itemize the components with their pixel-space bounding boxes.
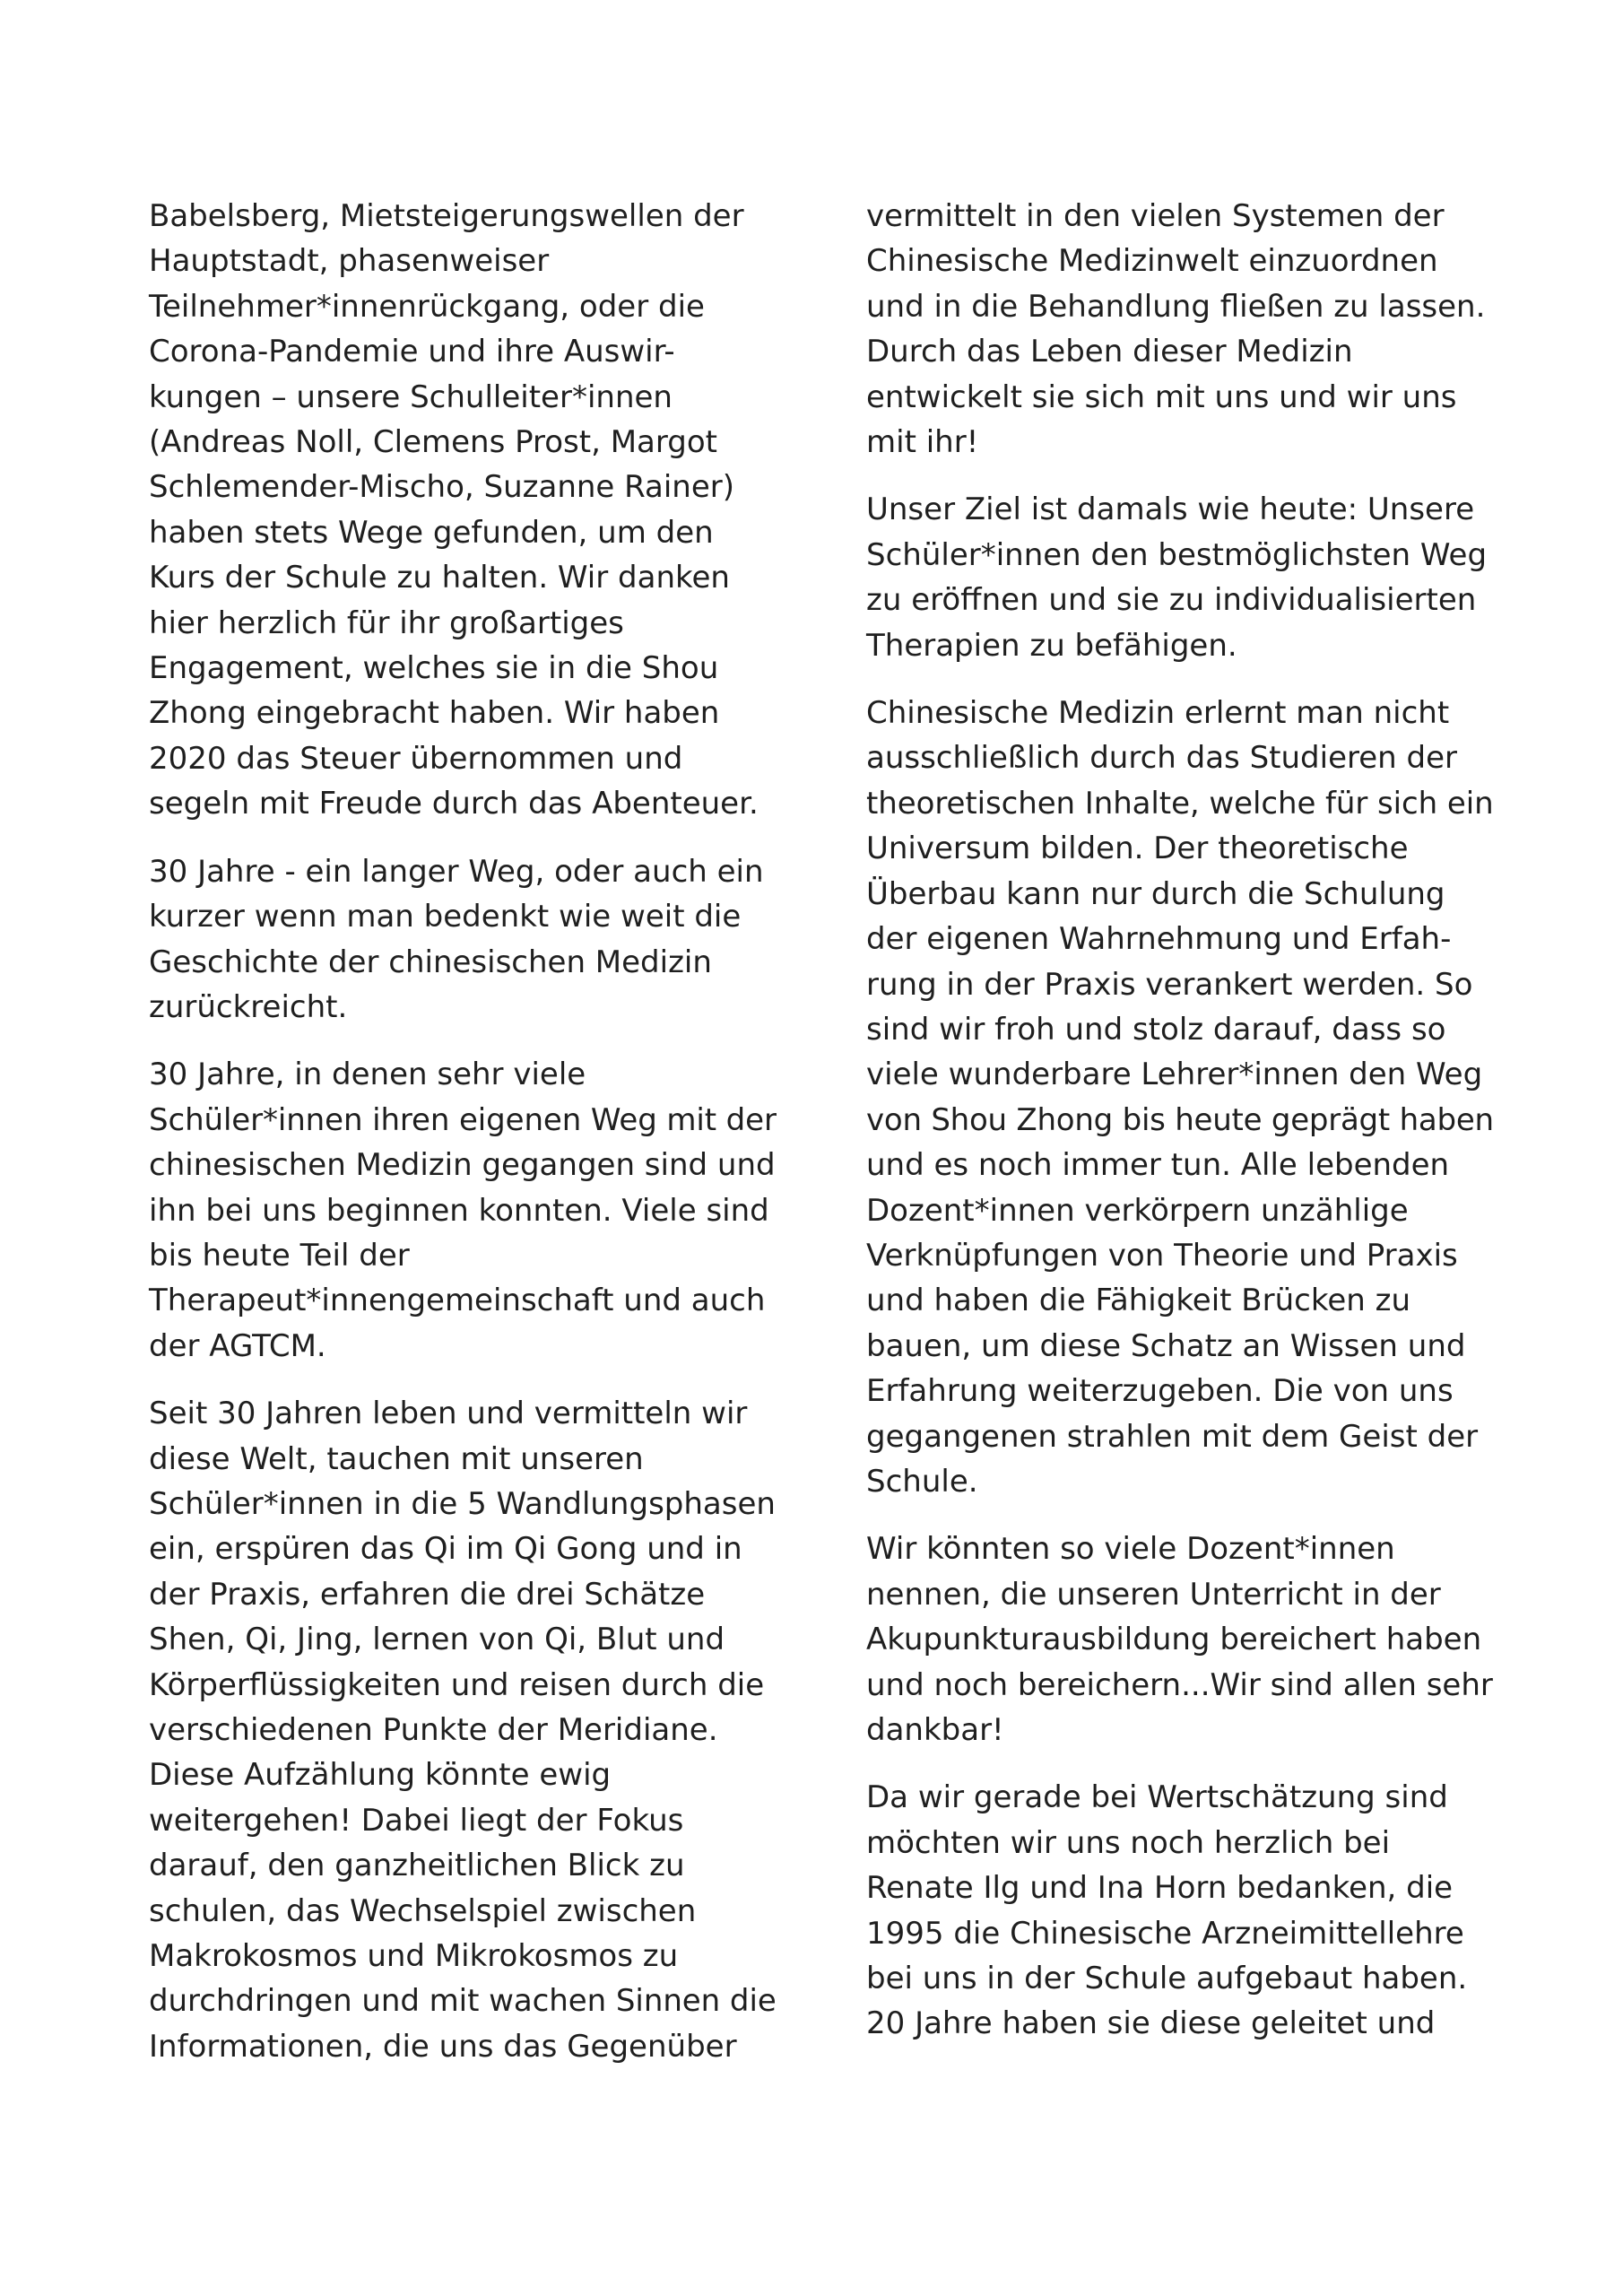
- text-line: mit ihr!: [866, 424, 979, 461]
- text-line: ein, erspüren das Qi im Qi Gong und in: [149, 1531, 742, 1568]
- text-line: dankbar!: [866, 1712, 1004, 1748]
- text-line: 30 Jahre, in denen sehr viele: [149, 1057, 586, 1093]
- text-line: Überbau kann nur durch die Schulung: [866, 875, 1445, 912]
- text-line: Geschichte der chinesischen Medizin: [149, 944, 712, 980]
- paragraph: [866, 1775, 1494, 2046]
- text-line: Kurs der Schule zu halten. Wir danken: [149, 560, 730, 596]
- text-line: Universum bilden. Der theoretische: [866, 831, 1409, 867]
- text-line: Zhong eingebracht haben. Wir haben: [149, 695, 720, 732]
- text-line: und in die Behandlung fließen zu lassen.: [866, 288, 1486, 325]
- text-line: Therapeut*innengemeinschaft und auch: [149, 1283, 766, 1319]
- paragraph: [149, 1052, 777, 1369]
- text-line: der AGTCM.: [149, 1327, 326, 1364]
- text-line: der Praxis, erfahren die drei Schätze: [149, 1576, 706, 1613]
- text-line: Schüler*innen ihren eigenen Weg mit der: [149, 1101, 777, 1138]
- text-line: Informationen, die uns das Gegenüber: [149, 2028, 737, 2065]
- text-line: Therapien zu befähigen.: [866, 627, 1237, 664]
- text-line: ihn bei uns beginnen konnten. Viele sind: [149, 1192, 769, 1229]
- text-line: (Andreas Noll, Clemens Prost, Margot: [149, 424, 717, 461]
- text-line: Schule.: [866, 1463, 978, 1500]
- paragraph: [149, 194, 777, 827]
- text-line: Chinesische Medizin erlernt man nicht: [866, 695, 1450, 732]
- text-line: theoretischen Inhalte, welche für sich ein: [866, 785, 1494, 822]
- text-line: bis heute Teil der: [149, 1237, 410, 1274]
- text-line: verschiedenen Punkte der Meridiane.: [149, 1712, 718, 1748]
- text-line: Verknüpfungen von Theorie und Praxis: [866, 1237, 1458, 1274]
- text-line: Erfahrung weiterzugeben. Die von uns: [866, 1373, 1454, 1410]
- text-line: diese Welt, tauchen mit unseren: [149, 1440, 644, 1477]
- text-line: bauen, um diese Schatz an Wissen und: [866, 1327, 1466, 1364]
- text-line: Renate Ilg und Ina Horn bedanken, die: [866, 1870, 1454, 1907]
- text-line: sind wir froh und stolz darauf, dass so: [866, 1011, 1446, 1048]
- text-line: rung in der Praxis verankert werden. So: [866, 966, 1473, 1003]
- text-line: 30 Jahre - ein langer Weg, oder auch ein: [149, 853, 764, 890]
- text-line: Dozent*innen verkörpern unzählige: [866, 1192, 1409, 1229]
- text-line: Körperflüssigkeiten und reisen durch die: [149, 1666, 765, 1703]
- text-line: Seit 30 Jahren leben und vermitteln wir: [149, 1396, 748, 1432]
- text-line: bei uns in der Schule aufgebaut haben.: [866, 1961, 1468, 1997]
- text-line: schulen, das Wechselspiel zwischen: [149, 1892, 697, 1929]
- paragraph: [866, 1526, 1494, 1752]
- text-line: segeln mit Freude durch das Abenteuer.: [149, 786, 759, 822]
- text-line: entwickelt sie sich mit uns und wir uns: [866, 378, 1457, 415]
- text-line: Diese Aufzählung könnte ewig: [149, 1757, 612, 1794]
- text-line: und noch bereichern...Wir sind allen sehr: [866, 1666, 1493, 1703]
- text-line: durchdringen und mit wachen Sinnen die: [149, 1983, 777, 2020]
- text-line: der eigenen Wahrnehmung und Erfah-: [866, 921, 1452, 958]
- text-line: zu eröffnen und sie zu individualisierten: [866, 582, 1477, 619]
- text-line: Shen, Qi, Jing, lernen von Qi, Blut und: [149, 1622, 725, 1658]
- text-line: viele wunderbare Lehrer*innen den Weg: [866, 1057, 1483, 1093]
- text-line: Hauptstadt, phasenweiser: [149, 243, 550, 280]
- text-line: chinesischen Medizin gegangen sind und: [149, 1147, 776, 1184]
- text-line: weitergehen! Dabei liegt der Fokus: [149, 1802, 684, 1839]
- paragraph: [866, 194, 1494, 465]
- text-line: kurzer wenn man bedenkt wie weit die: [149, 899, 742, 935]
- text-line: 1995 die Chinesische Arzneimittellehre: [866, 1915, 1464, 1952]
- text-line: Makrokosmos und Mikrokosmos zu: [149, 1938, 679, 1975]
- text-line: und es noch immer tun. Alle lebenden: [866, 1147, 1450, 1184]
- text-line: ausschließlich durch das Studieren der: [866, 740, 1457, 777]
- text-line: 2020 das Steuer übernommen und: [149, 740, 683, 777]
- text-line: und haben die Fähigkeit Brücken zu: [866, 1283, 1411, 1319]
- text-line: von Shou Zhong bis heute geprägt haben: [866, 1101, 1494, 1138]
- text-line: nennen, die unseren Unterricht in der: [866, 1576, 1441, 1613]
- text-line: Teilnehmer*innenrückgang, oder die: [149, 288, 705, 325]
- text-line: vermittelt in den vielen Systemen der: [866, 198, 1445, 234]
- paragraph: [866, 691, 1494, 1504]
- paragraph: [149, 849, 777, 1031]
- text-line: Da wir gerade bei Wertschätzung sind: [866, 1779, 1448, 1816]
- text-line: Akupunkturausbildung bereichert haben: [866, 1622, 1482, 1658]
- text-line: möchten wir uns noch herzlich bei: [866, 1824, 1391, 1861]
- text-line: hier herzlich für ihr großartiges: [149, 604, 624, 641]
- text-line: Wir könnten so viele Dozent*innen: [866, 1531, 1395, 1568]
- text-line: Babelsberg, Mietsteigerungswellen der: [149, 198, 744, 234]
- right-text-column: [866, 194, 1494, 2069]
- text-line: Schüler*innen den bestmöglichsten Weg: [866, 536, 1488, 573]
- text-line: Schüler*innen in die 5 Wandlungsphasen: [149, 1485, 776, 1522]
- paragraph: [149, 1391, 777, 2069]
- left-text-column: [149, 194, 777, 2092]
- text-line: haben stets Wege gefunden, um den: [149, 514, 714, 551]
- text-line: Chinesische Medizinwelt einzuordnen: [866, 243, 1438, 280]
- text-line: Engagement, welches sie in die Shou: [149, 650, 719, 687]
- text-line: Unser Ziel ist damals wie heute: Unsere: [866, 491, 1475, 528]
- text-line: Durch das Leben dieser Medizin: [866, 334, 1353, 370]
- text-line: gegangenen strahlen mit dem Geist der: [866, 1418, 1479, 1455]
- text-line: kungen – unsere Schulleiter*innen: [149, 378, 673, 415]
- text-line: Schlemender-Mischo, Suzanne Rainer): [149, 469, 735, 506]
- paragraph: [866, 487, 1494, 668]
- text-line: zurückreicht.: [149, 988, 348, 1025]
- text-line: Corona-Pandemie und ihre Auswir-: [149, 334, 675, 370]
- text-line: darauf, den ganzheitlichen Blick zu: [149, 1848, 685, 1884]
- text-line: 20 Jahre haben sie diese geleitet und: [866, 2005, 1436, 2042]
